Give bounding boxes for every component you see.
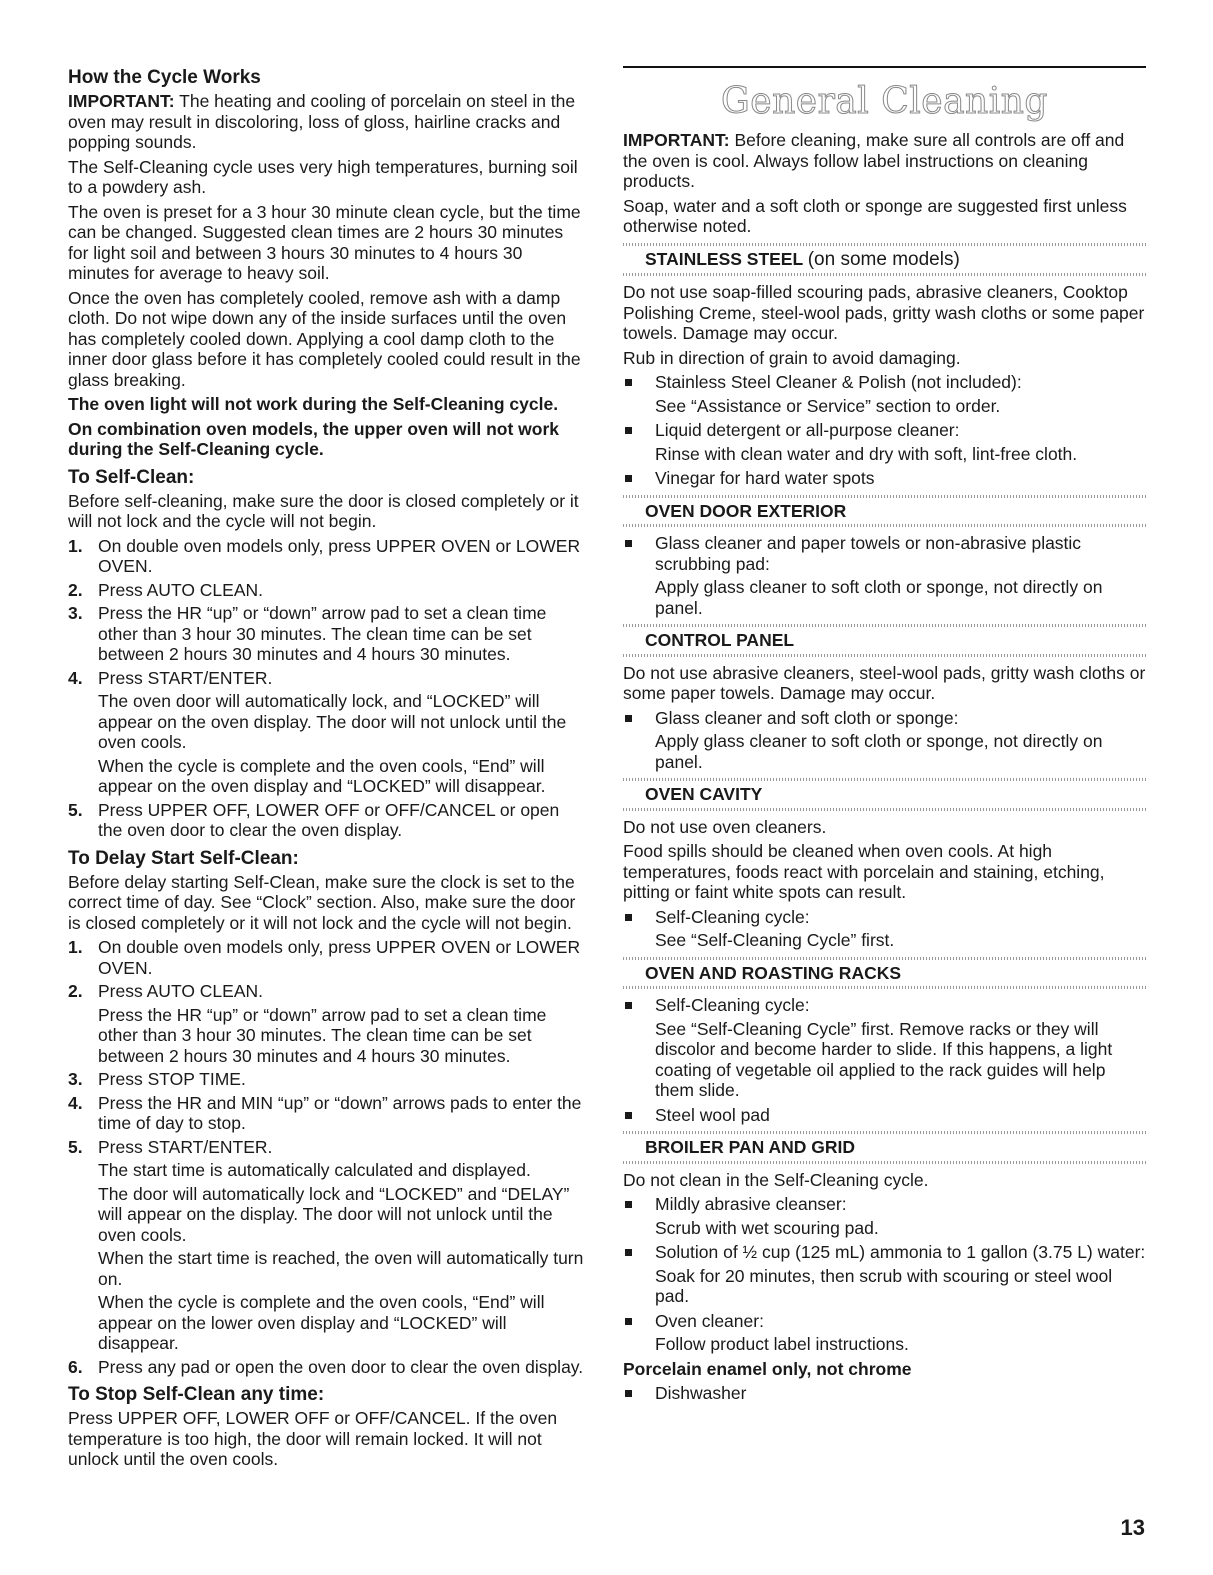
paragraph: Do not use abrasive cleaners, steel-wool pads, gritty wash cloths or some paper towels. Damage may occur. <box>623 662 1146 703</box>
stop-text: Press UPPER OFF, LOWER OFF or OFF/CANCEL. If the oven temperature is too high, the door will remain locked. It will not unlock until the oven cools. <box>68 1408 558 1469</box>
oven-cavity-header: OVEN CAVITY <box>623 778 1146 811</box>
racks-header: OVEN AND ROASTING RACKS <box>623 957 1146 990</box>
step-text: Press any pad or open the oven door to clear the oven display. <box>98 1356 584 1377</box>
stainless-title-suffix: (on some models) <box>807 248 960 270</box>
paragraph: Soap, water and a soft cloth or sponge are suggested first unless otherwise noted. <box>623 195 1127 236</box>
step-number: 6. <box>68 1356 83 1377</box>
step-text: Press START/ENTER. <box>98 667 273 688</box>
bold-note: On combination oven models, the upper oven will not work during the Self-Cleaning cycle. <box>68 418 560 459</box>
step-detail: The oven door will automatically lock, and “LOCKED” will appear on the oven display. The door will not unlock until the oven cools. <box>98 691 567 752</box>
step-number: 4. <box>68 667 83 688</box>
list-item <box>623 1383 1146 1404</box>
item-detail: Rinse with clean water and dry with soft, lint-free cloth. <box>655 443 1078 464</box>
step-number: 5. <box>68 1136 83 1157</box>
paragraph: Once the oven has completely cooled, remove ash with a damp cloth. Do not wipe down any of the inside surfaces until the oven has completely cooled down. Applying a cool damp cloth to the inner door glass before it has completely cooled could result in the glass breaking. <box>68 287 581 390</box>
item-detail: Apply glass cleaner to soft cloth or sponge, not directly on panel. <box>655 577 1103 618</box>
step-text: On double oven models only, press UPPER OVEN or LOWER OVEN. <box>98 535 581 576</box>
step-item <box>68 603 586 665</box>
page-number: 13 <box>1120 1515 1145 1540</box>
list-item <box>623 708 1146 773</box>
list-item <box>623 372 1146 416</box>
step-text: Press AUTO CLEAN. <box>98 981 264 1001</box>
stop-heading: To Stop Self-Clean any time: <box>68 1384 325 1405</box>
stainless-list <box>623 372 1146 489</box>
item-detail: Apply glass cleaner to soft cloth or sponge, not directly on panel. <box>655 731 1103 772</box>
step-number: 2. <box>68 579 83 600</box>
item-detail: See “Self-Cleaning Cycle” first. <box>655 930 895 950</box>
item-detail: See “Self-Cleaning Cycle” first. Remove racks or they will discolor and become harder to slide. If this happens, a light coating of vegetable oil applied to the rack guides will help them slide. <box>655 1018 1113 1100</box>
item-detail: Follow product label instructions. <box>655 1334 909 1354</box>
self-clean-heading: To Self-Clean: <box>68 466 195 488</box>
right-column <box>623 60 1146 1408</box>
step-text: Press the HR and MIN “up” or “down” arrows pads to enter the time of day to stop. <box>98 1092 582 1133</box>
important-label: IMPORTANT: <box>623 130 730 150</box>
item-detail: See “Assistance or Service” section to order. <box>655 395 1001 416</box>
list-item <box>623 468 1146 489</box>
top-rule <box>623 66 1146 68</box>
broiler-header: BROILER PAN AND GRID <box>623 1131 1146 1164</box>
item-text: Mildly abrasive cleanser: <box>655 1194 847 1214</box>
step-number: 3. <box>68 603 83 623</box>
item-text: Vinegar for hard water spots <box>655 468 875 488</box>
step-text: Press STOP TIME. <box>98 1069 246 1089</box>
delay-intro: Before delay starting Self-Clean, make sure the clock is set to the correct time of day. See “Clock” section. Also, make sure the door is closed completely or it will not lock and the cycle will not begin. <box>68 871 576 933</box>
step-item <box>68 1357 586 1378</box>
item-text: Glass cleaner and soft cloth or sponge: <box>655 707 959 728</box>
step-number: 1. <box>68 937 83 957</box>
stainless-title: STAINLESS STEEL <box>645 248 803 269</box>
important-text: Before cleaning, make sure all controls are off and the oven is cool. Always follow label instructions on cleaning products. <box>623 130 1125 191</box>
step-text: Press AUTO CLEAN. <box>98 579 264 600</box>
step-number: 3. <box>68 1069 83 1089</box>
left-column <box>68 60 586 1474</box>
step-detail: When the cycle is complete and the oven cools, “End” will appear on the lower oven display and “LOCKED” will disappear. <box>98 1292 545 1353</box>
door-list <box>623 533 1146 618</box>
cavity-list <box>623 907 1146 951</box>
step-item <box>68 1069 586 1090</box>
item-detail: Scrub with wet scouring pad. <box>655 1217 879 1238</box>
control-panel-header: CONTROL PANEL <box>623 624 1146 657</box>
important-label: IMPORTANT: <box>68 91 175 111</box>
item-text: Solution of ½ cup (125 mL) ammonia to 1 gallon (3.75 L) water: <box>655 1242 1146 1262</box>
step-item <box>68 937 586 978</box>
section-title: General Cleaning <box>721 81 1048 122</box>
step-detail: Press the HR “up” or “down” arrow pad to set a clean time other than 3 hour 30 minutes. The clean time can be set between 2 hours 30 minutes and 4 hours 30 minutes. <box>98 1004 547 1066</box>
step-detail: The door will automatically lock and “LOCKED” and “DELAY” will appear on the display. The door will not unlock until the oven cools. <box>98 1183 570 1245</box>
self-clean-intro: Before self-cleaning, make sure the door is closed completely or it will not lock and the cycle will not begin. <box>68 490 579 531</box>
step-text: Press UPPER OFF, LOWER OFF or OFF/CANCEL or open the oven door to clear the oven display. <box>98 799 560 840</box>
list-item <box>623 533 1146 618</box>
item-text: Self-Cleaning cycle: <box>655 906 810 927</box>
list-item <box>623 907 1146 951</box>
list-item <box>623 1242 1146 1307</box>
item-detail: Soak for 20 minutes, then scrub with scouring or steel wool pad. <box>655 1265 1113 1306</box>
paragraph: The oven is preset for a 3 hour 30 minute clean cycle, but the time can be changed. Suggested clean times are 2 hours 30 minutes for light soil and between 3 hours 30 minutes to 4 hours 30 minutes for average to heavy soil. <box>68 201 581 283</box>
step-text: Press START/ENTER. <box>98 1136 273 1157</box>
step-number: 1. <box>68 535 83 556</box>
important-paragraph <box>68 91 586 153</box>
item-text: Stainless Steel Cleaner & Polish (not included): <box>655 372 1022 392</box>
broiler-list-2 <box>623 1383 1146 1404</box>
bold-note: The oven light will not work during the Self-Cleaning cycle. <box>68 394 559 414</box>
step-detail: When the cycle is complete and the oven cools, “End” will appear on the oven display and “LOCKED” will disappear. <box>98 755 546 796</box>
step-text: Press the HR “up” or “down” arrow pad to set a clean time other than 3 hour 30 minutes. The clean time can be set between 2 hours 30 minutes and 4 hours 30 minutes. <box>98 603 547 664</box>
step-text: On double oven models only, press UPPER OVEN or LOWER OVEN. <box>98 937 581 978</box>
step-number: 4. <box>68 1092 83 1113</box>
paragraph: Food spills should be cleaned when oven cools. At high temperatures, foods react with porcelain and staining, etching, pitting or faint white spots can result. <box>623 841 1105 902</box>
paragraph: Do not use soap-filled scouring pads, abrasive cleaners, Cooktop Polishing Creme, steel-wool pads, gritty wash cloths or some paper towels. Damage may occur. <box>623 282 1145 343</box>
broiler-list <box>623 1194 1146 1355</box>
item-text: Oven cleaner: <box>655 1310 764 1331</box>
item-text: Self-Cleaning cycle: <box>655 995 810 1015</box>
delay-heading: To Delay Start Self-Clean: <box>68 847 299 869</box>
self-clean-steps <box>68 536 586 841</box>
paragraph: Do not clean in the Self-Cleaning cycle. <box>623 1169 929 1190</box>
step-item <box>68 580 586 601</box>
delay-steps <box>68 937 586 1377</box>
step-detail: The start time is automatically calculated and displayed. <box>98 1160 531 1180</box>
step-item <box>68 668 586 797</box>
paragraph: Do not use oven cleaners. <box>623 816 827 837</box>
important-text: The heating and cooling of porcelain on steel in the oven may result in discoloring, loss of gloss, hairline cracks and popping sounds. <box>68 91 576 152</box>
step-item <box>68 981 586 1066</box>
list-item <box>623 1311 1146 1355</box>
cycle-heading: How the Cycle Works <box>68 67 261 88</box>
list-item <box>623 1194 1146 1238</box>
important-paragraph <box>623 130 1146 192</box>
control-list <box>623 708 1146 773</box>
item-text: Dishwasher <box>655 1383 747 1403</box>
step-item <box>68 536 586 577</box>
item-text: Steel wool pad <box>655 1104 770 1125</box>
oven-door-header: OVEN DOOR EXTERIOR <box>623 495 1146 528</box>
list-item <box>623 1105 1146 1126</box>
step-number: 2. <box>68 981 83 1001</box>
paragraph: The Self-Cleaning cycle uses very high temperatures, burning soil to a powdery ash. <box>68 156 578 197</box>
item-text: Liquid detergent or all-purpose cleaner: <box>655 420 960 440</box>
step-item <box>68 1137 586 1354</box>
list-item <box>623 995 1146 1101</box>
list-item <box>623 420 1146 464</box>
racks-list <box>623 995 1146 1125</box>
paragraph: Rub in direction of grain to avoid damaging. <box>623 347 961 368</box>
step-item <box>68 800 586 841</box>
step-item <box>68 1093 586 1134</box>
step-detail: When the start time is reached, the oven will automatically turn on. <box>98 1248 584 1289</box>
step-number: 5. <box>68 799 83 820</box>
item-text: Glass cleaner and paper towels or non-abrasive plastic scrubbing pad: <box>655 533 1082 574</box>
stainless-steel-header <box>623 243 1146 277</box>
bold-note: Porcelain enamel only, not chrome <box>623 1358 912 1379</box>
